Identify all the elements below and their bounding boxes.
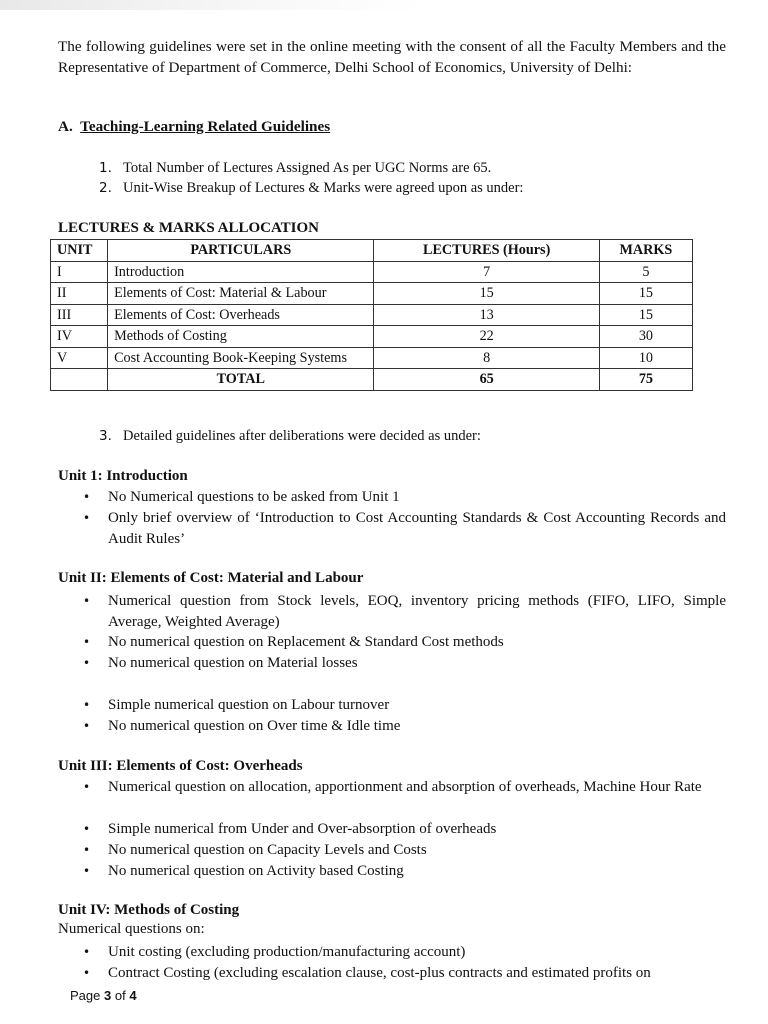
cell-particulars: Elements of Cost: Material & Labour	[108, 283, 374, 305]
bullet-icon: •	[83, 490, 91, 504]
item-text: Unit-Wise Breakup of Lectures & Marks were agreed upon as under:	[123, 180, 524, 196]
item-number: 3.	[99, 428, 112, 444]
table-row	[51, 304, 693, 326]
bullet-icon: •	[83, 966, 91, 980]
list-item	[83, 861, 726, 882]
numbered-item	[99, 160, 491, 177]
cell-lectures: 22	[374, 326, 599, 348]
list-item	[83, 632, 726, 653]
bullet-text: Simple numerical question on Labour turnover	[108, 697, 390, 713]
bullet-icon: •	[83, 656, 91, 670]
header-particulars: PARTICULARS	[108, 240, 374, 262]
item-text: Detailed guidelines after deliberations were decided as under:	[123, 428, 481, 444]
header-unit: UNIT	[51, 240, 108, 262]
bullet-icon: •	[83, 698, 91, 712]
footer-current-page: 3	[104, 988, 112, 1003]
cell-total-lectures: 65	[374, 369, 599, 391]
unit-4-subtitle: Numerical questions on:	[58, 921, 205, 937]
bullet-text: No numerical question on Over time & Idle time	[108, 718, 401, 734]
cell-particulars	[108, 347, 374, 369]
list-item	[83, 942, 726, 963]
list-item	[83, 963, 726, 984]
footer-total-pages: 4	[129, 988, 137, 1003]
cell-total-label: TOTAL	[108, 369, 374, 391]
cell-unit: III	[51, 304, 108, 326]
list-item	[83, 819, 726, 840]
cell-particulars: Introduction	[108, 261, 374, 283]
bullet-text: No Numerical questions to be asked from Unit 1	[108, 489, 400, 505]
cell-total-marks: 75	[599, 369, 692, 391]
bullet-icon: •	[83, 780, 91, 794]
bullet-text: Contract Costing (excluding escalation clause, cost-plus contracts and estimated profits on	[108, 965, 651, 981]
cell-marks: 30	[599, 326, 692, 348]
bullet-text: Numerical question from Stock levels, EOQ, inventory pricing methods (FIFO, LIFO, Simple Average, Weighted Average)	[108, 593, 726, 630]
header-lectures: LECTURES (Hours)	[374, 240, 599, 262]
section-a-title: Teaching-Learning Related Guidelines	[80, 118, 331, 135]
bullet-text: Numerical question on allocation, apportionment and absorption of overheads, Machine Hour Rate	[108, 779, 702, 795]
cell-marks: 5	[599, 261, 692, 283]
list-item	[83, 777, 726, 798]
page-footer	[70, 988, 137, 1003]
bullet-text: No numerical question on Replacement & Standard Cost methods	[108, 634, 504, 650]
cell-lectures: 8	[374, 347, 599, 369]
cell-total-empty	[51, 369, 108, 391]
bullet-icon: •	[83, 511, 91, 525]
bullet-text: Simple numerical from Under and Over-absorption of overheads	[108, 821, 497, 837]
cell-unit: I	[51, 261, 108, 283]
section-a-prefix: A.	[58, 118, 73, 135]
table-row	[51, 283, 693, 305]
bullet-icon: •	[83, 719, 91, 733]
cell-marks: 15	[599, 304, 692, 326]
numbered-item	[99, 428, 481, 445]
table-heading: LECTURES & MARKS ALLOCATION	[58, 220, 320, 236]
cell-unit: V	[51, 347, 108, 369]
list-item	[83, 840, 726, 861]
particulars-wrap: Cost Accounting Book-Keeping Systems	[114, 349, 347, 366]
item-number: 1.	[99, 160, 112, 176]
item-text: Total Number of Lectures Assigned As per UGC Norms are 65.	[123, 160, 492, 176]
bullet-icon: •	[83, 843, 91, 857]
cell-lectures: 7	[374, 261, 599, 283]
table-row	[51, 326, 693, 348]
lectures-marks-table	[50, 239, 693, 391]
list-item	[83, 716, 726, 737]
list-item	[83, 653, 726, 674]
bullet-icon: •	[83, 822, 91, 836]
bullet-text: No numerical question on Material losses	[108, 655, 358, 671]
bullet-icon: •	[83, 864, 91, 878]
bullet-icon: •	[83, 945, 91, 959]
bullet-icon: •	[83, 594, 91, 608]
list-item	[83, 487, 726, 508]
numbered-item	[99, 180, 523, 197]
cell-marks: 10	[599, 347, 692, 369]
table-row	[51, 347, 693, 369]
cell-lectures: 15	[374, 283, 599, 305]
footer-page-word: Page	[70, 988, 101, 1003]
bullet-text: Only brief overview of ‘Introduction to Cost Accounting Standards & Cost Accounting Records and Audit Rules’	[108, 510, 726, 547]
unit-4-heading: Unit IV: Methods of Costing	[58, 902, 240, 918]
header-marks: MARKS	[599, 240, 692, 262]
table-header-row	[51, 240, 693, 262]
list-item	[83, 508, 726, 550]
bullet-text: No numerical question on Activity based Costing	[108, 863, 404, 879]
unit-1-heading: Unit 1: Introduction	[58, 468, 188, 484]
item-number: 2.	[99, 180, 112, 196]
unit-2-heading: Unit II: Elements of Cost: Material and Labour	[58, 570, 364, 586]
table-total-row	[51, 369, 693, 391]
cell-particulars: Methods of Costing	[108, 326, 374, 348]
cell-unit: IV	[51, 326, 108, 348]
cell-unit: II	[51, 283, 108, 305]
section-a-heading	[58, 118, 330, 136]
cell-marks: 15	[599, 283, 692, 305]
list-item	[83, 695, 726, 716]
list-item	[83, 591, 726, 633]
footer-of-word: of	[114, 988, 126, 1003]
intro-paragraph: The following guidelines were set in the online meeting with the consent of all the Faculty Members and the Representative of Department of Commerce, Delhi School of Economics, University of Delhi:	[58, 38, 726, 76]
cell-particulars: Elements of Cost: Overheads	[108, 304, 374, 326]
bullet-text: Unit costing (excluding production/manufacturing account)	[108, 944, 466, 960]
unit-3-heading: Unit III: Elements of Cost: Overheads	[58, 758, 303, 774]
table-row	[51, 261, 693, 283]
bullet-icon: •	[83, 635, 91, 649]
bullet-text: No numerical question on Capacity Levels and Costs	[108, 842, 427, 858]
cell-lectures: 13	[374, 304, 599, 326]
